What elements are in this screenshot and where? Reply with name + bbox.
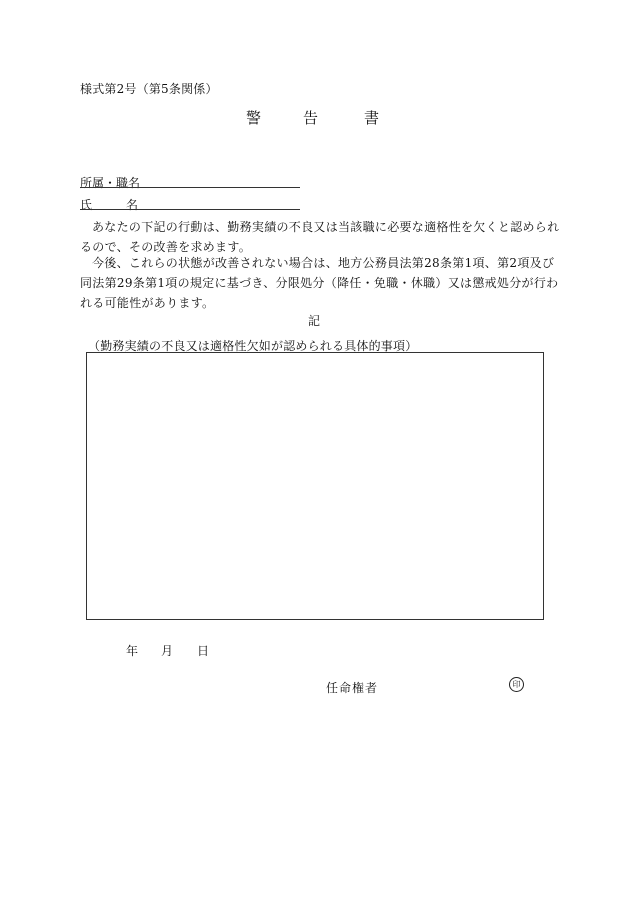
detail-box-caption: （勤務実績の不良又は適格性欠如が認められる具体的事項） <box>88 339 418 353</box>
seal-mark: 印 <box>509 677 524 692</box>
body-paragraph-1: あなたの下記の行動は、勤務実績の不良又は当該職に必要な適格性を欠くと認められるので、その改善を求めます。 <box>80 220 560 254</box>
form-number: 様式第2号（第5条関係） <box>80 82 218 96</box>
affiliation-label: 所属・職名 <box>80 176 141 190</box>
document-title <box>246 107 379 128</box>
note-heading: 記 <box>308 314 321 328</box>
body-paragraph-2: 今後、これらの状態が改善されない場合は、地方公務員法第28条第1項、第2項及び同法第29条第1項の規定に基づき、分限処分（降任・免職・休職）又は懲戒処分が行われる可能性があります。 <box>80 256 559 310</box>
date-day-label: 日 <box>197 644 210 658</box>
date-month-label: 月 <box>161 644 174 658</box>
title-char-2: 告 <box>303 109 319 127</box>
date-year-label: 年 <box>126 644 139 658</box>
title-char-3: 書 <box>364 109 380 127</box>
appointing-authority-label: 任命権者 <box>326 681 379 695</box>
name-underline <box>80 209 300 210</box>
affiliation-underline <box>80 187 300 188</box>
title-char-1: 警 <box>246 109 262 127</box>
name-label-part1: 氏 <box>80 198 93 212</box>
detail-box <box>86 352 544 620</box>
name-label-part2: 名 <box>126 198 139 212</box>
